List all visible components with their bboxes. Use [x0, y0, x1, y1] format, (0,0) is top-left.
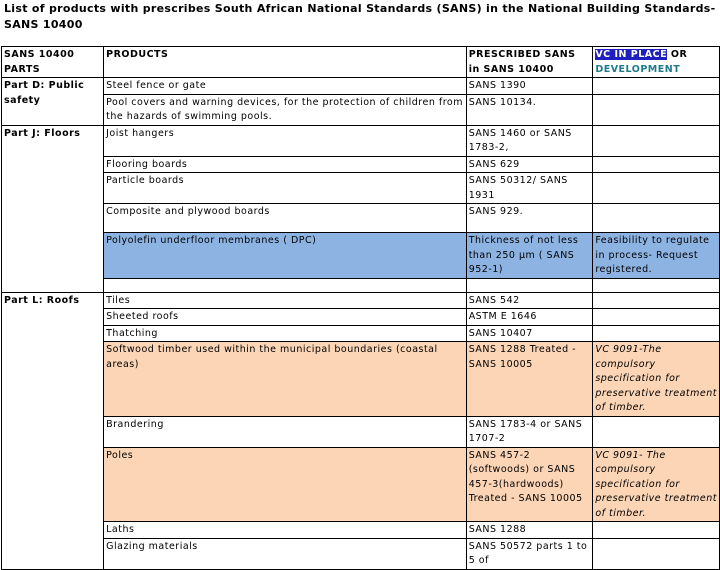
- product-cell: Flooring boards: [104, 156, 467, 173]
- sans-cell: ASTM E 1646: [466, 309, 593, 326]
- table-row: [2, 447, 720, 522]
- table-row: [2, 78, 720, 95]
- product-cell: Thatching: [104, 325, 467, 342]
- status-cell: [593, 125, 720, 156]
- sans-cell: SANS 50312/ SANS 1931: [466, 173, 593, 204]
- spacer-row: [2, 278, 720, 292]
- table-row: [2, 292, 720, 309]
- part-j-label: Part J: Floors: [2, 125, 104, 292]
- sans-cell: SANS 10134.: [466, 94, 593, 125]
- status-cell: Feasibility to regulate in process- Request registered.: [593, 233, 720, 279]
- product-cell: Softwood timber used within the municipal boundaries (coastal areas): [104, 342, 467, 417]
- table-row: [2, 325, 720, 342]
- sans-cell: SANS 1288 Treated - SANS 10005: [466, 342, 593, 417]
- sans-cell: SANS 929.: [466, 204, 593, 233]
- sans-cell: SANS 542: [466, 292, 593, 309]
- status-cell: [593, 416, 720, 447]
- vc-in-place-label: VC IN PLACE: [595, 49, 668, 60]
- table-row: [2, 309, 720, 326]
- product-cell: Tiles: [104, 292, 467, 309]
- header-status: [593, 47, 720, 78]
- product-cell: Brandering: [104, 416, 467, 447]
- empty-cell: [466, 278, 593, 292]
- table-row: [2, 342, 720, 417]
- table-row: [2, 94, 720, 125]
- table-row: [2, 522, 720, 539]
- status-cell: [593, 309, 720, 326]
- header-prescribed: PRESCRIBED SANS in SANS 10400: [466, 47, 593, 78]
- status-cell: VC 9091- The compulsory specification for preservative treatment of timber.: [593, 447, 720, 522]
- status-cell: [593, 173, 720, 204]
- sans-cell: SANS 1460 or SANS 1783-2,: [466, 125, 593, 156]
- table-row: [2, 233, 720, 279]
- document-title: List of products with prescribes South African National Standards (SANS) in the National Building Standards- SANS 10400: [4, 2, 716, 31]
- status-cell: [593, 204, 720, 233]
- status-cell: [593, 538, 720, 569]
- status-cell: [593, 325, 720, 342]
- sans-cell: SANS 1390: [466, 78, 593, 95]
- product-cell: Glazing materials: [104, 538, 467, 569]
- sans-cell: Thickness of not less than 250 µm ( SANS 952-1): [466, 233, 593, 279]
- status-cell: [593, 156, 720, 173]
- status-cell: [593, 292, 720, 309]
- status-cell: [593, 94, 720, 125]
- sans-cell: SANS 1288: [466, 522, 593, 539]
- or-label: OR: [670, 49, 688, 60]
- products-table: [1, 46, 720, 570]
- header-products: PRODUCTS: [104, 47, 467, 78]
- table-row: [2, 125, 720, 156]
- table-row: [2, 173, 720, 204]
- sans-cell: SANS 1783-4 or SANS 1707-2: [466, 416, 593, 447]
- status-cell: VC 9091-The compulsory specification for preservative treatment of timber.: [593, 342, 720, 417]
- product-cell: Particle boards: [104, 173, 467, 204]
- sans-cell: SANS 10407: [466, 325, 593, 342]
- status-cell: [593, 78, 720, 95]
- sans-cell: SANS 457-2 (softwoods) or SANS 457-3(hardwoods) Treated - SANS 10005: [466, 447, 593, 522]
- product-cell: Polyolefin underfloor membranes ( DPC): [104, 233, 467, 279]
- product-cell: Composite and plywood boards: [104, 204, 467, 233]
- empty-cell: [593, 278, 720, 292]
- sans-cell: SANS 629: [466, 156, 593, 173]
- product-cell: Steel fence or gate: [104, 78, 467, 95]
- product-cell: Laths: [104, 522, 467, 539]
- table-row: [2, 416, 720, 447]
- product-cell: Joist hangers: [104, 125, 467, 156]
- development-label: DEVELOPMENT: [595, 63, 681, 75]
- table-row: [2, 538, 720, 569]
- empty-cell: [104, 278, 467, 292]
- table-row: [2, 156, 720, 173]
- sans-cell: SANS 50572 parts 1 to 5 of: [466, 538, 593, 569]
- part-d-label: Part D: Public safety: [2, 78, 104, 126]
- product-cell: Pool covers and warning devices, for the protection of children from the hazards of swimming pools.: [104, 94, 467, 125]
- table-header-row: [2, 47, 720, 78]
- header-parts: SANS 10400 PARTS: [2, 47, 104, 78]
- product-cell: Sheeted roofs: [104, 309, 467, 326]
- table-row: [2, 204, 720, 233]
- product-cell: Poles: [104, 447, 467, 522]
- status-cell: [593, 522, 720, 539]
- part-l-label: Part L: Roofs: [2, 292, 104, 569]
